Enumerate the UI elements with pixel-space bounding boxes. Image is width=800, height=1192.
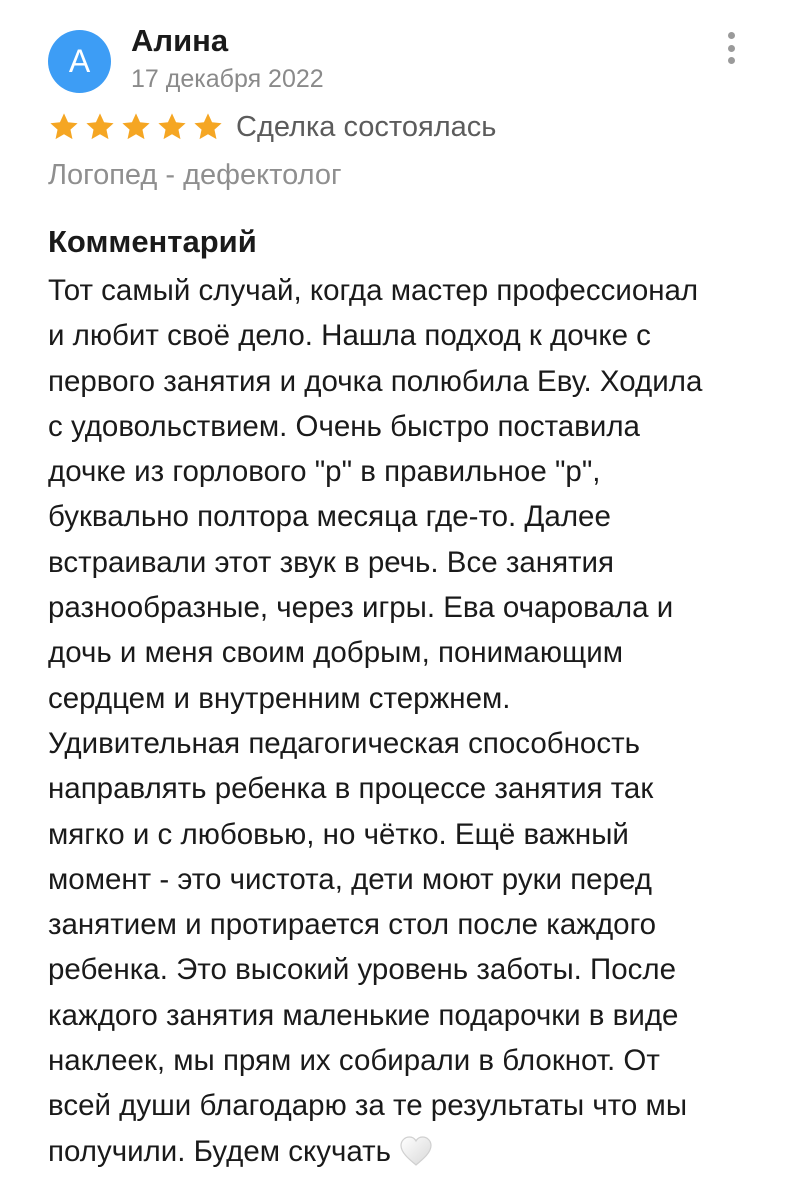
comment-line: каждого занятия маленькие подарочки в виде (48, 998, 679, 1032)
more-options-button[interactable] (716, 28, 746, 68)
comment-line: дочь и меня своим добрым, понимающим (48, 636, 623, 670)
star-rating (48, 111, 224, 143)
rating-row (48, 107, 496, 147)
comment-line: встраивали этот звук в речь. Все занятия (48, 545, 615, 579)
comment-line-last (48, 1129, 768, 1174)
comment-line: направлять ребенка в процессе занятия так (48, 772, 654, 806)
comment-line: наклеек, мы прям их собирали в блокнот. От (48, 1044, 660, 1078)
star-icon (192, 111, 224, 143)
review-date: 17 декабря 2022 (131, 65, 324, 93)
star-icon (156, 111, 188, 143)
comment-line: Удивительная педагогическая способность (48, 726, 640, 760)
comment-line: занятием и протирается стол после каждого (48, 908, 657, 942)
star-icon (48, 111, 80, 143)
comment-line: буквально полтора месяца где-то. Далее (48, 500, 611, 534)
star-icon (84, 111, 116, 143)
author-name[interactable]: Алина (131, 23, 229, 58)
comment-line: дочке из горлового "р" в правильное "р", (48, 455, 601, 489)
comment-line: момент - это чистота, дети моют руки перед (48, 862, 652, 896)
comment-line: сердцем и внутренним стержнем. (48, 681, 511, 715)
comment-text (48, 268, 768, 1174)
white-heart-icon (399, 1135, 433, 1167)
comment-line: мягко и с любовью, но чётко. Ещё важный (48, 817, 629, 851)
comment-heading: Комментарий (48, 224, 257, 259)
comment-line: первого занятия и дочка полюбила Еву. Ходила (48, 364, 703, 398)
star-icon (120, 111, 152, 143)
more-dot (728, 57, 735, 64)
avatar-letter: А (68, 43, 91, 79)
comment-line: разнообразные, через игры. Ева очаровала и (48, 591, 674, 625)
comment-line: всей души благодарю за те результаты что мы (48, 1089, 688, 1123)
more-dot (728, 45, 735, 52)
deal-status: Сделка состоялась (236, 111, 497, 143)
avatar[interactable] (48, 30, 111, 93)
comment-line: с удовольствием. Очень быстро поставила (48, 409, 640, 443)
comment-line: ребенка. Это высокий уровень заботы. После (48, 953, 677, 987)
comment-line: и любит своё дело. Нашла подход к дочке с (48, 319, 651, 353)
comment-line-text: получили. Будем скучать (48, 1134, 391, 1168)
comment-line: Тот самый случай, когда мастер профессионал (48, 274, 699, 307)
more-dot (728, 32, 735, 39)
specialist-category: Логопед - дефектолог (48, 159, 342, 191)
